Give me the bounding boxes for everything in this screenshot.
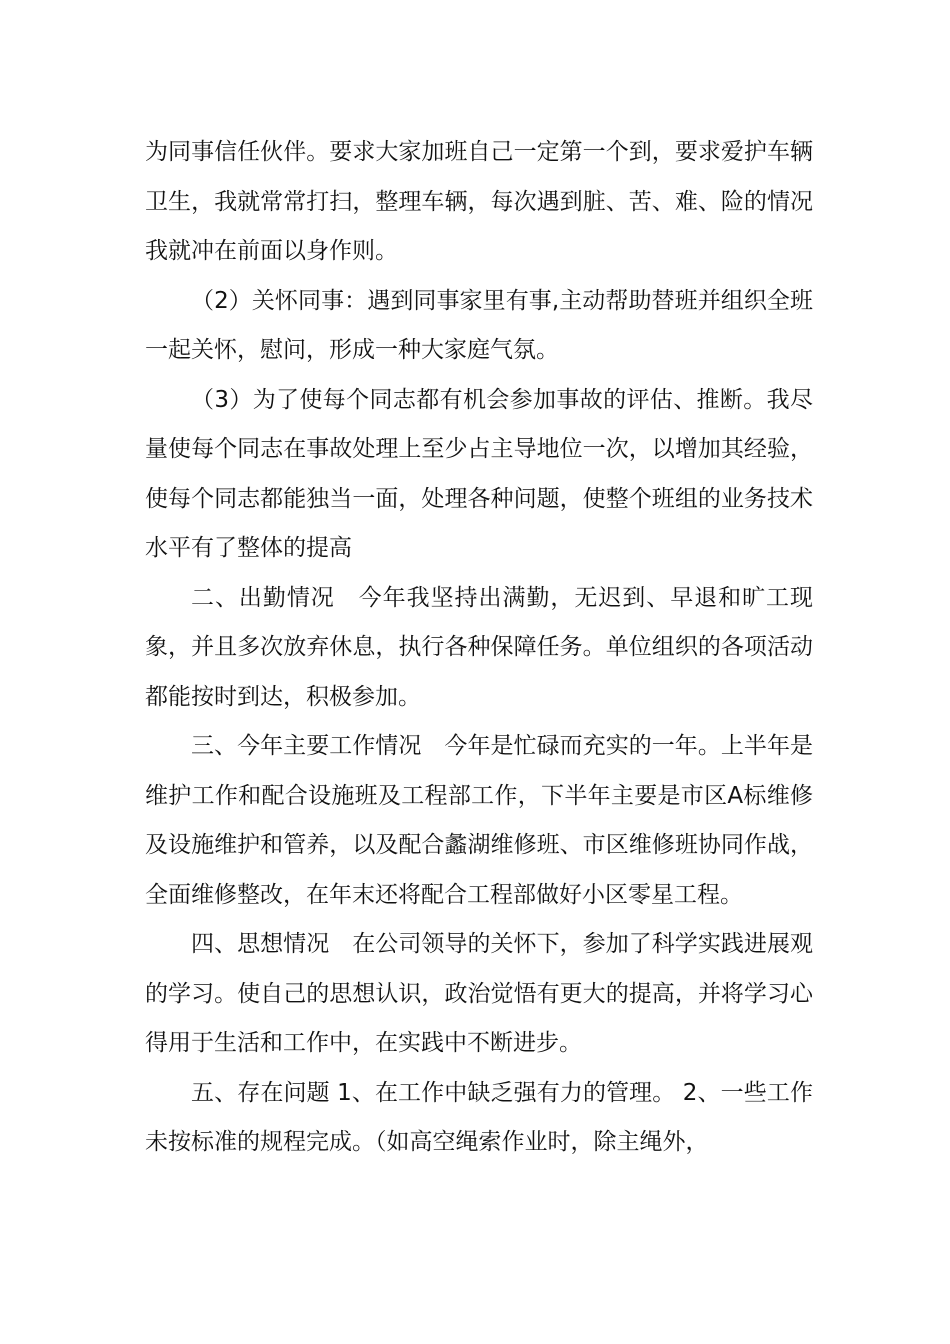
- paragraph-5: 三、今年主要工作情况 今年是忙碌而充实的一年。上半年是维护工作和配合设施班及工程部工作，下半年主要是市区A标维修及设施维护和管养，以及配合蠡湖维修班、市区维修班协同作战，全面维修整改，在年末还将配合工程部做好小区零星工程。: [145, 733, 813, 908]
- paragraph-4: 二、出勤情况 今年我坚持出满勤，无迟到、早退和旷工现象，并且多次放弃休息，执行各种保障任务。单位组织的各项活动都能按时到达，积极参加。: [145, 584, 813, 710]
- document-body: [145, 128, 813, 1168]
- paragraph-2: （2）关怀同事：遇到同事家里有事,主动帮助替班并组织全班一起关怀，慰问，形成一种大家庭气氛。: [145, 287, 813, 363]
- paragraph-7: 五、存在问题 1、在工作中缺乏强有力的管理。 2、一些工作未按标准的规程完成。（如高空绳索作业时，除主绳外，: [145, 1079, 813, 1155]
- paragraph-6: 四、思想情况 在公司领导的关怀下，参加了科学实践进展观的学习。使自己的思想认识，政治觉悟有更大的提高，并将学习心得用于生活和工作中，在实践中不断进步。: [145, 931, 813, 1056]
- paragraph-1: 为同事信任伙伴。要求大家加班自己一定第一个到，要求爱护车辆卫生，我就常常打扫，整理车辆，每次遇到脏、苦、难、险的情况我就冲在前面以身作则。: [145, 139, 813, 264]
- paragraph-3: （3）为了使每个同志都有机会参加事故的评估、推断。我尽量使每个同志在事故处理上至少占主导地位一次，以增加其经验，使每个同志都能独当一面，处理各种问题，使整个班组的业务技术水平有了整体的提高: [145, 386, 813, 561]
